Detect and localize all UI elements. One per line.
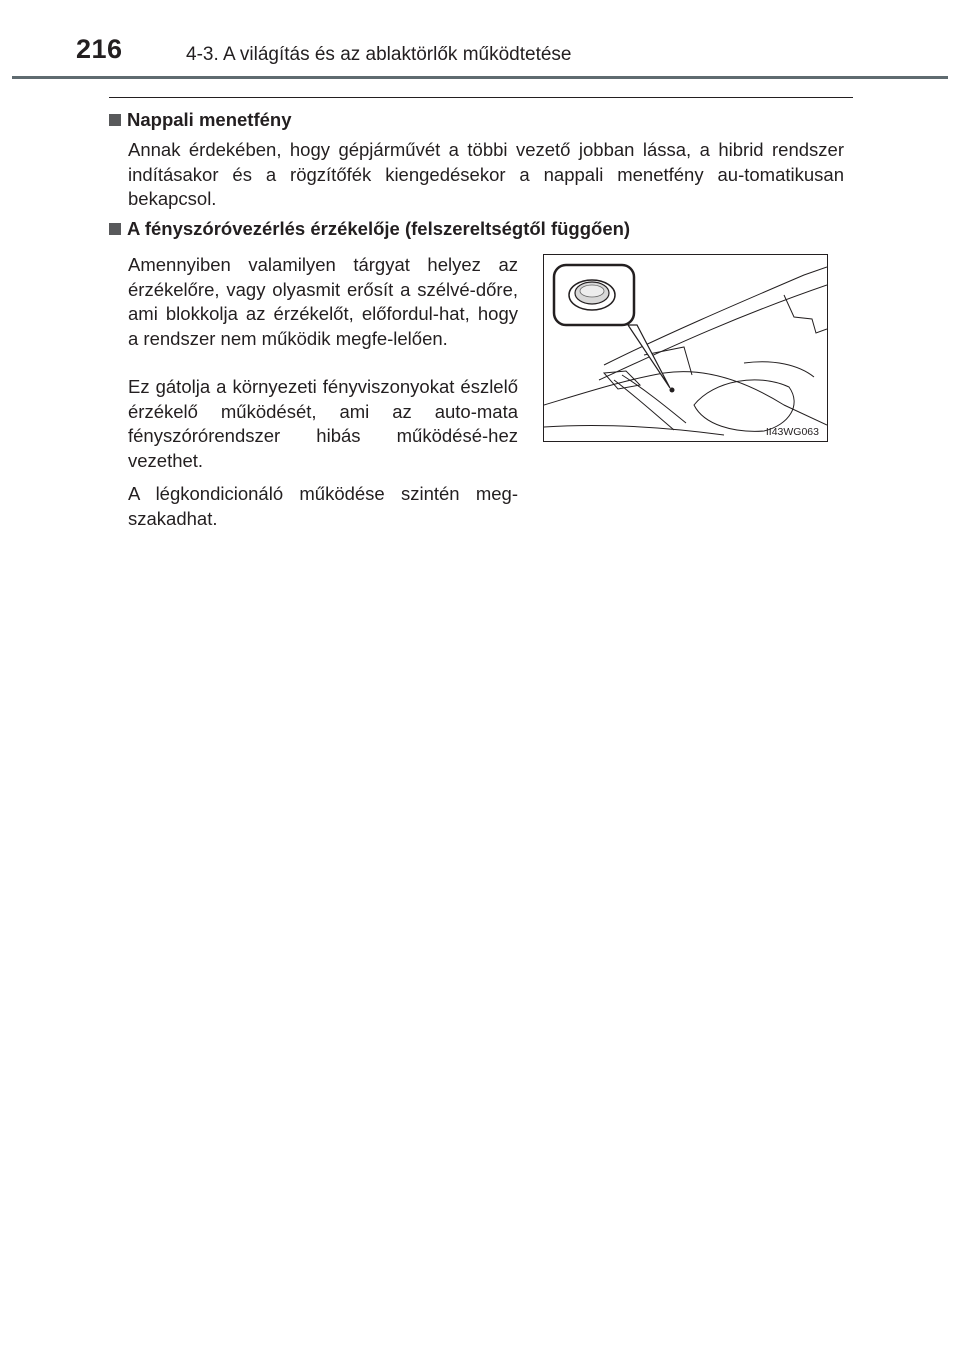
square-bullet-icon [109, 114, 121, 126]
square-bullet-icon [109, 223, 121, 235]
paragraph: Amennyiben valamilyen tárgyat helyez az érzékelőre, vagy olyasmit erősít a szélvé-dőre, ami blokkolja az érzékelőt, előfordul-hat, hogy a rendszer nem működik megfe-lelően. [128, 254, 518, 349]
section-heading-text: A fényszóróvezérlés érzékelője (felszereltségtől függően) [127, 218, 631, 239]
paragraph: Ez gátolja a környezeti fényviszonyokat észlelő érzékelő működését, ami az auto-mata fényszórórendszer hibás működésé-hez vezethet. [128, 376, 518, 471]
chapter-title: 4-3. A világítás és az ablaktörlők működtetése [186, 44, 572, 65]
paragraph: A légkondicionáló működése szintén meg-szakadhat. [128, 483, 518, 529]
section-divider [109, 97, 853, 98]
header-divider [12, 76, 948, 79]
light-sensor-figure [543, 254, 828, 442]
paragraph: Annak érdekében, hogy gépjárművét a többi vezető jobban lássa, a hibrid rendszer indításakor és a rögzítőfék kiengedésekor a nappali menetfény au-tomatikusan bekapcsol. [128, 139, 844, 209]
section-heading-light-sensor [109, 218, 630, 240]
page-number: 216 [76, 34, 123, 64]
section-heading-daytime-running-light [109, 109, 292, 131]
light-sensor-illustration-icon [544, 255, 827, 441]
section-heading-text: Nappali menetfény [127, 109, 292, 130]
figure-code: II43WG063 [765, 426, 819, 438]
